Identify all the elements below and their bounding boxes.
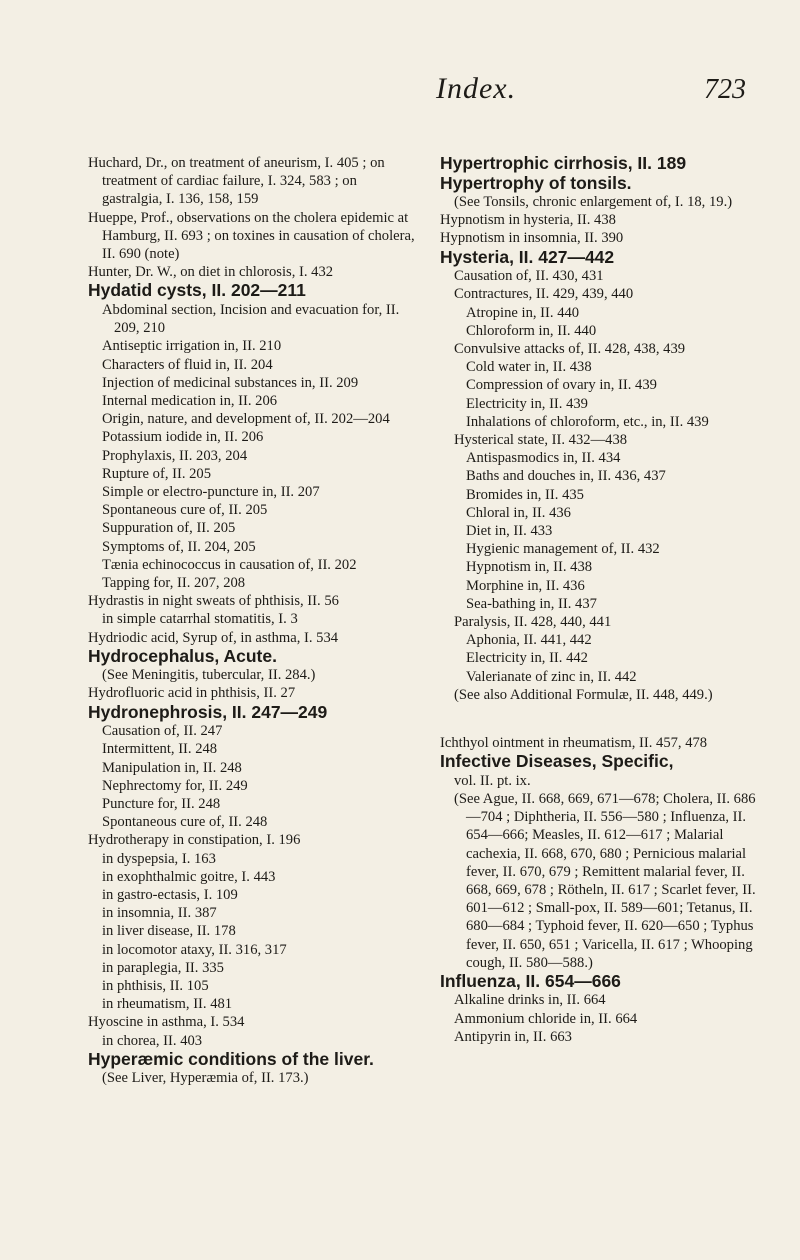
- index-heading: Hyperæmic conditions of the liver.: [88, 1048, 374, 1069]
- index-entry: Puncture for, II. 248: [102, 796, 221, 812]
- column-gap: [440, 704, 758, 734]
- index-entry: Hueppe, Prof., observations on the cholera epidemic at Hamburg, II. 693 ; on toxines in causation of cholera, II. 690 (note): [88, 209, 415, 263]
- index-column-left: [88, 154, 418, 1088]
- index-entry: in rheumatism, II. 481: [102, 996, 233, 1013]
- index-heading: Hypertrophic cirrhosis, II. 189: [440, 153, 687, 173]
- index-entry: Antispasmodics in, II. 434: [466, 450, 621, 467]
- index-entry: Morphine in, II. 436: [466, 577, 585, 594]
- index-entry: Simple or electro-puncture in, II. 207: [102, 483, 320, 500]
- index-entry: Abdominal section, Incision and evacuation for, II. 209, 210: [102, 301, 400, 337]
- index-entry: Potassium iodide in, II. 206: [102, 429, 264, 446]
- index-entry: Hypnotism in insomnia, II. 390: [440, 230, 624, 247]
- index-entry: Hypnotism in hysteria, II. 438: [440, 212, 616, 229]
- index-heading: Hydrocephalus, Acute.: [88, 645, 277, 666]
- index-entry: Electricity in, II. 442: [466, 650, 588, 667]
- index-entry: Hydrofluoric acid in phthisis, II. 27: [88, 685, 296, 702]
- index-entry: Intermittent, II. 248: [102, 741, 218, 758]
- index-entry: Rupture of, II. 205: [102, 465, 212, 482]
- index-column-right: [440, 154, 758, 1046]
- index-entry: Tapping for, II. 207, 208: [102, 574, 246, 591]
- index-entry: in locomotor ataxy, II. 316, 317: [102, 941, 287, 958]
- index-entry: (See Liver, Hyperæmia of, II. 173.): [102, 1070, 309, 1087]
- index-entry: in simple catarrhal stomatitis, I. 3: [102, 611, 298, 628]
- index-entry: Hygienic management of, II. 432: [466, 541, 660, 558]
- index-entry: Hyoscine in asthma, I. 534: [88, 1014, 245, 1031]
- index-entry: Hydriodic acid, Syrup of, in asthma, I. 534: [88, 629, 339, 646]
- index-entry: (See Ague, II. 668, 669, 671—678; Cholera, II. 686—704 ; Diphtheria, II. 556—580 ; Influenza, II. 654—666; Measles, II. 612—617 ; Malarial cachexia, II. 668, 670, 680 ; Pernicious malarial fever, II. 670, 679 ; Remittent malarial fever, II. 668, 669, 678 ; Rötheln, II. 617 ; Scarlet fever, II. 601—612 ; Small-pox, II. 589—601; Tetanus, II. 680—684 ; Typhoid fever, II. 620—650 ; Typhus fever, II. 650, 651 ; Varicella, II. 617 ; Whooping cough, II. 580—588.): [454, 790, 756, 971]
- index-entry: Ichthyol ointment in rheumatism, II. 457, 478: [440, 734, 708, 751]
- index-entry: Antiseptic irrigation in, II. 210: [102, 338, 282, 355]
- index-heading: Hydatid cysts, II. 202—211: [88, 280, 306, 301]
- index-heading: Hypertrophy of tonsils.: [440, 172, 632, 193]
- index-entry: Suppuration of, II. 205: [102, 520, 236, 537]
- index-entry: vol. II. pt. ix.: [454, 772, 531, 789]
- index-entry: Hysterical state, II. 432—438: [454, 431, 628, 448]
- index-entry: Atropine in, II. 440: [466, 304, 580, 321]
- index-entry: in liver disease, II. 178: [102, 923, 236, 940]
- index-entry: (See Meningitis, tubercular, II. 284.): [102, 667, 316, 684]
- index-entry: Bromides in, II. 435: [466, 486, 584, 503]
- index-heading: Influenza, II. 654—666: [440, 970, 621, 991]
- index-entry: in gastro-ectasis, I. 109: [102, 887, 238, 904]
- index-entry: Hydrotherapy in constipation, I. 196: [88, 832, 301, 849]
- index-entry: Diet in, II. 433: [466, 522, 553, 539]
- index-entry: Hypnotism in, II. 438: [466, 559, 593, 576]
- index-entry: Nephrectomy for, II. 249: [102, 777, 248, 794]
- index-entry: Contractures, II. 429, 439, 440: [454, 286, 634, 303]
- index-entry: Valerianate of zinc in, II. 442: [466, 668, 637, 685]
- index-entry: in paraplegia, II. 335: [102, 959, 224, 976]
- index-entry: Antipyrin in, II. 663: [454, 1028, 572, 1045]
- index-entry: in exophthalmic goitre, I. 443: [102, 868, 276, 885]
- index-entry: (See also Additional Formulæ, II. 448, 449.): [454, 686, 713, 703]
- index-entry: Sea-bathing in, II. 437: [466, 595, 597, 612]
- index-entry: in insomnia, II. 387: [102, 905, 217, 922]
- index-entry: Causation of, II. 430, 431: [454, 268, 604, 285]
- index-entry: Internal medication in, II. 206: [102, 392, 278, 409]
- running-header: [0, 72, 800, 116]
- index-entry: Prophylaxis, II. 203, 204: [102, 447, 248, 464]
- index-entry: Spontaneous cure of, II. 205: [102, 502, 268, 519]
- index-entry: Hunter, Dr. W., on diet in chlorosis, I. 432: [88, 264, 334, 281]
- index-entry: Characters of fluid in, II. 204: [102, 356, 273, 373]
- index-entry: Inhalations of chloroform, etc., in, II. 439: [466, 413, 709, 430]
- index-entry: Chloroform in, II. 440: [466, 322, 597, 339]
- running-title: Index.: [436, 72, 517, 105]
- index-entry: Paralysis, II. 428, 440, 441: [454, 613, 612, 630]
- index-entry: Causation of, II. 247: [102, 723, 223, 740]
- index-entry: Hydrastis in night sweats of phthisis, II. 56: [88, 593, 339, 610]
- index-entry: Electricity in, II. 439: [466, 395, 588, 412]
- index-entry: Aphonia, II. 441, 442: [466, 632, 592, 649]
- index-entry: Manipulation in, II. 248: [102, 759, 242, 776]
- index-entry: Tænia echinococcus in causation of, II. 202: [102, 556, 357, 573]
- index-entry: Cold water in, II. 438: [466, 359, 592, 376]
- index-entry: (See Tonsils, chronic enlargement of, I. 18, 19.): [454, 194, 733, 210]
- index-entry: Symptoms of, II. 204, 205: [102, 538, 256, 555]
- index-entry: Chloral in, II. 436: [466, 504, 571, 521]
- index-entry: Ammonium chloride in, II. 664: [454, 1010, 638, 1027]
- index-heading: Hydronephrosis, II. 247—249: [88, 701, 328, 722]
- index-entry: Spontaneous cure of, II. 248: [102, 814, 268, 831]
- index-entry: Convulsive attacks of, II. 428, 438, 439: [454, 340, 686, 357]
- page-number: 723: [704, 74, 746, 105]
- index-entry: Alkaline drinks in, II. 664: [454, 992, 606, 1009]
- index-heading: Hysteria, II. 427—442: [440, 246, 615, 267]
- index-heading: Infective Diseases, Specific,: [440, 751, 674, 772]
- index-entry: Baths and douches in, II. 436, 437: [466, 468, 666, 485]
- index-entry: in chorea, II. 403: [102, 1032, 203, 1049]
- index-entry: Injection of medicinal substances in, II. 209: [102, 374, 359, 391]
- index-entry: Compression of ovary in, II. 439: [466, 377, 657, 394]
- index-entry: Origin, nature, and development of, II. 202—204: [102, 411, 390, 428]
- index-entry: in phthisis, II. 105: [102, 978, 209, 995]
- index-entry: Huchard, Dr., on treatment of aneurism, I. 405 ; on treatment of cardiac failure, I. 324, 583 ; on gastralgia, I. 136, 158, 159: [88, 155, 385, 208]
- index-entry: in dyspepsia, I. 163: [102, 850, 216, 867]
